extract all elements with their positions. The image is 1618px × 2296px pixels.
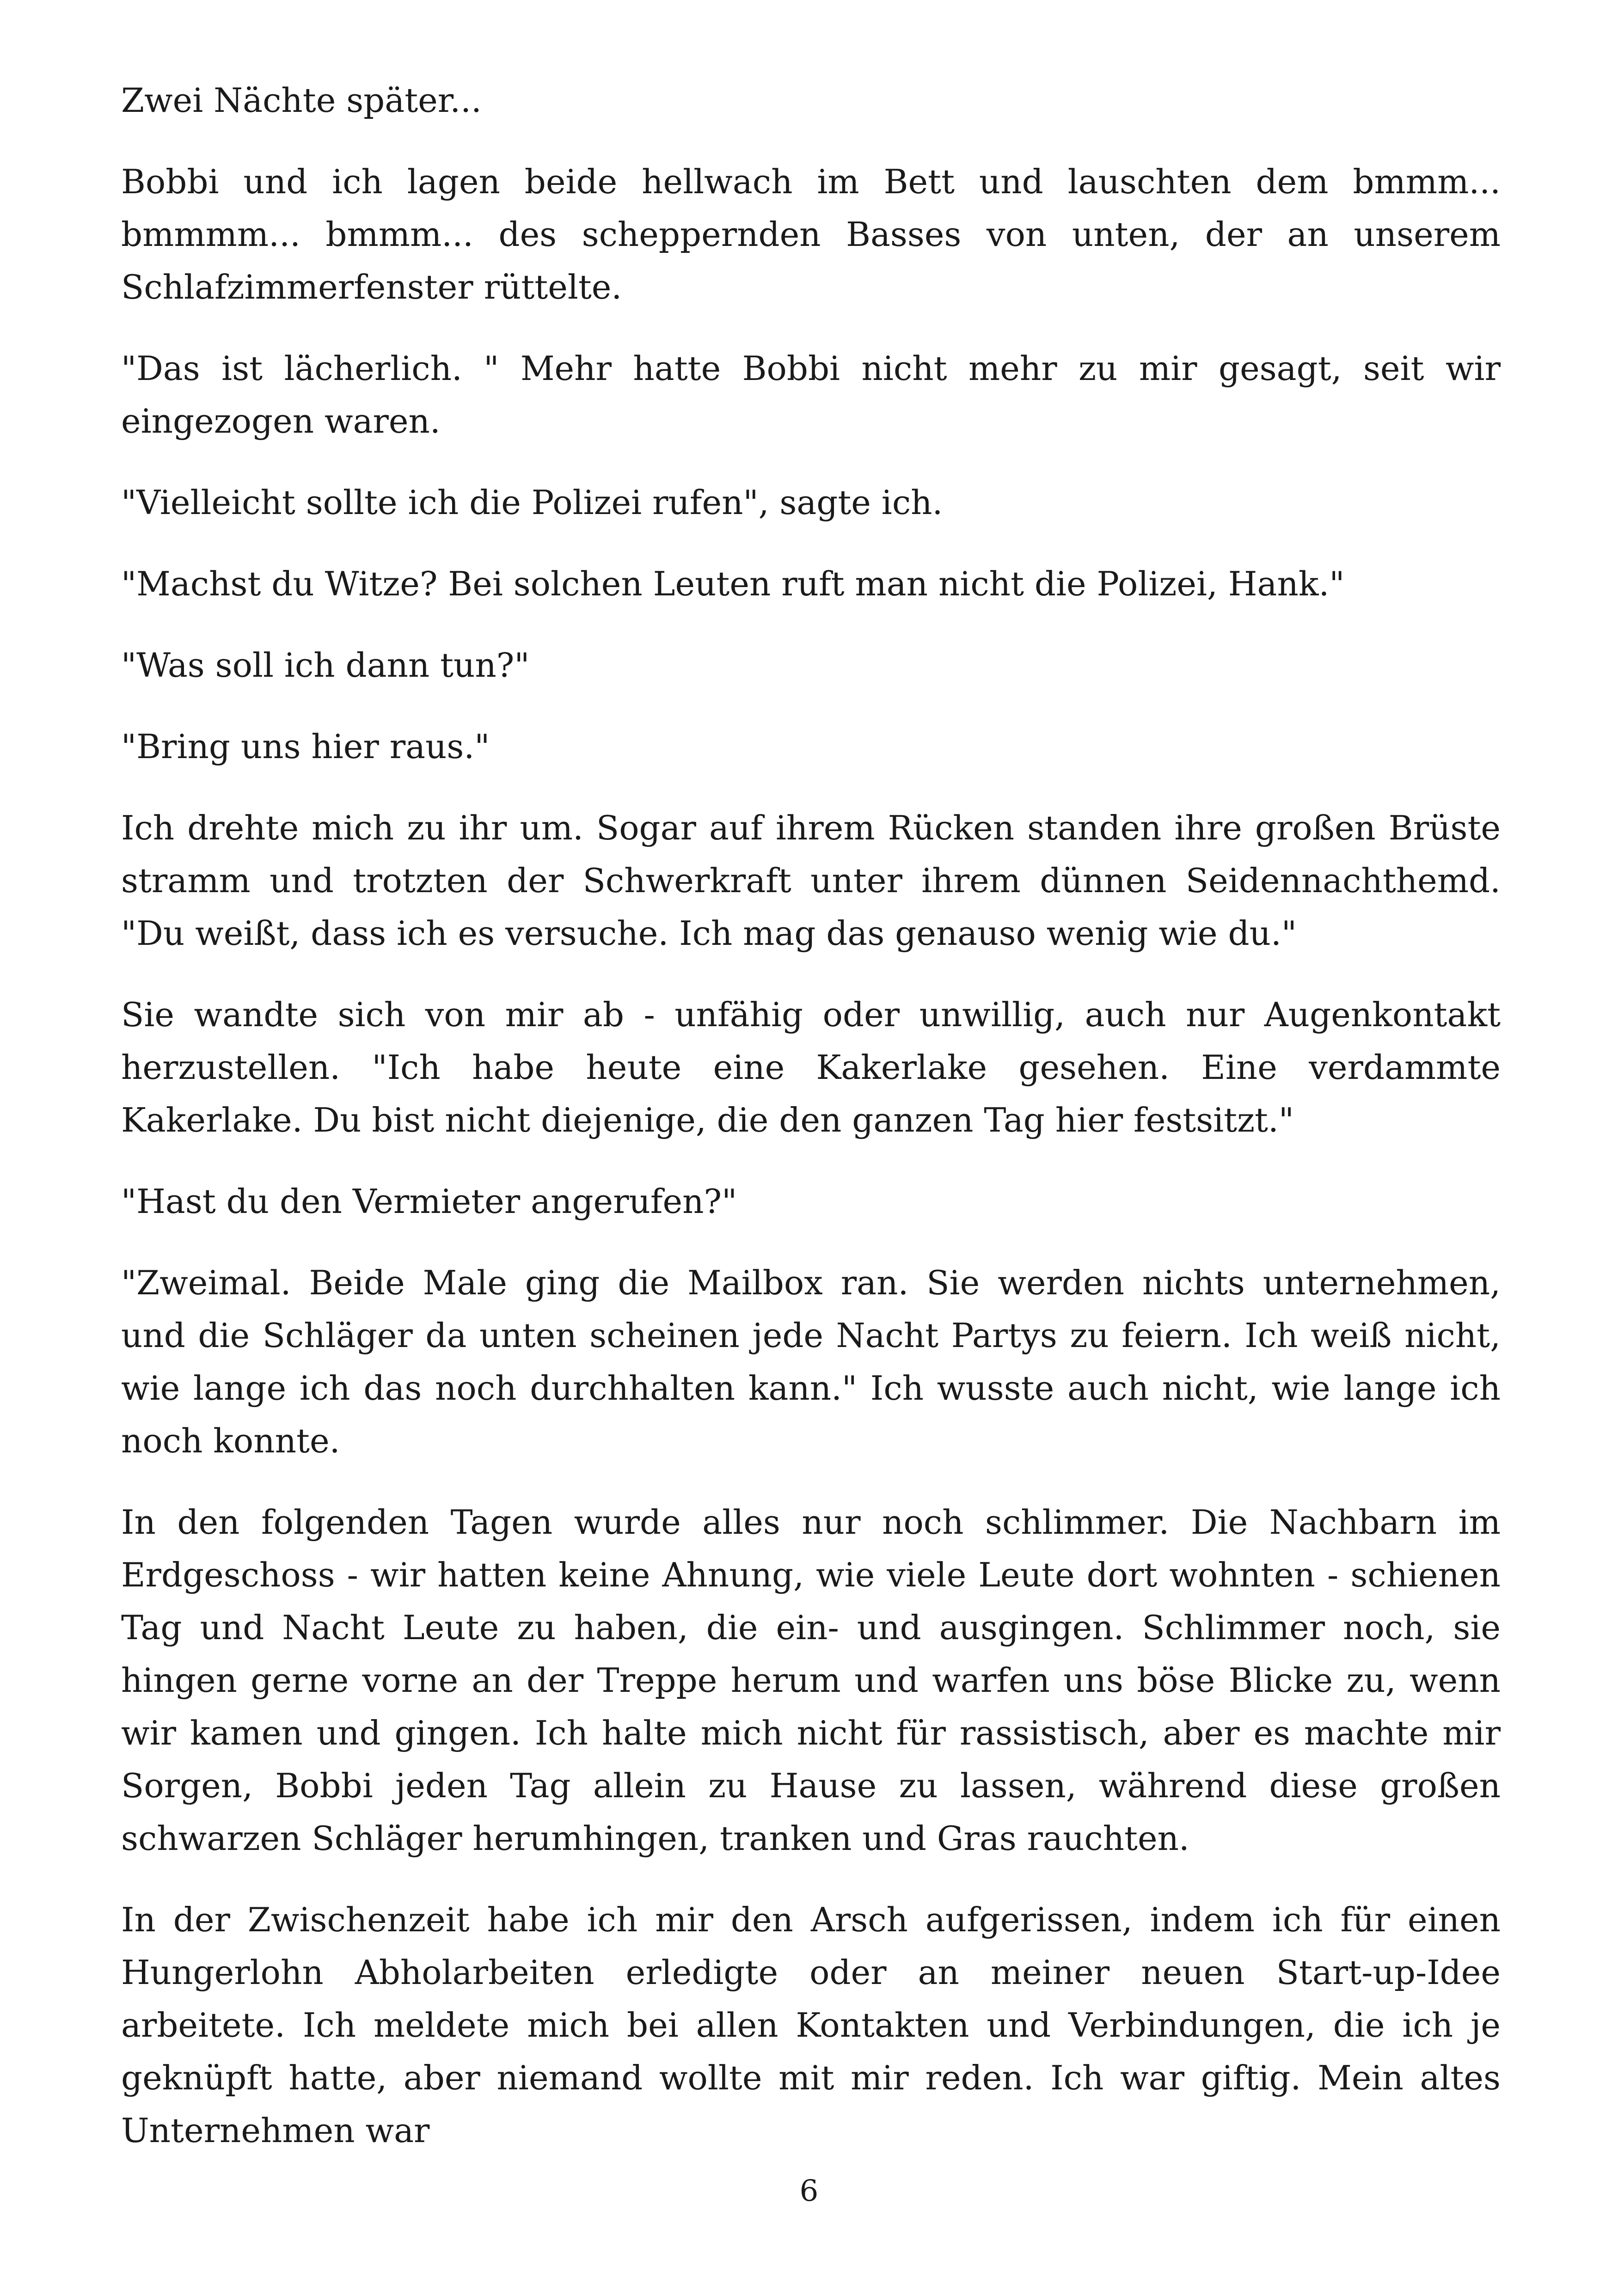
page-number: 6 [799, 2174, 819, 2208]
paragraph: "Das ist lächerlich. " Mehr hatte Bobbi nicht mehr zu mir gesagt, seit wir eingezogen waren. [121, 349, 1501, 441]
paragraph: "Vielleicht sollte ich die Polizei rufen", sagte ich. [121, 483, 943, 522]
paragraph: "Bring uns hier raus." [121, 727, 490, 766]
paragraph: Zwei Nächte später... [121, 81, 482, 120]
paragraph: "Machst du Witze? Bei solchen Leuten ruft man nicht die Polizei, Hank." [121, 564, 1345, 603]
paragraph: "Hast du den Vermieter angerufen?" [121, 1182, 737, 1221]
paragraph: In der Zwischenzeit habe ich mir den Arsch aufgerissen, indem ich für einen Hungerlohn Abholarbeiten erledigte oder an meiner neuen Start-up-Idee arbeitete. Ich meldete mich bei allen Kontakten und Verbindungen, die ich je geknüpft hatte, aber niemand wollte mit mir reden. Ich war giftig. Mein altes Unternehmen war [121, 1900, 1501, 2150]
body-text [121, 74, 1501, 2186]
paragraph: Sie wandte sich von mir ab - unfähig oder unwillig, auch nur Augenkontakt herzustellen. "Ich habe heute eine Kakerlake gesehen. Eine verdammte Kakerlake. Du bist nicht diejenige, die den ganzen Tag hier festsitzt." [121, 995, 1501, 1139]
paragraph: "Zweimal. Beide Male ging die Mailbox ran. Sie werden nichts unternehmen, und die Schläger da unten scheinen jede Nacht Partys zu feiern. Ich weiß nicht, wie lange ich das noch durchhalten kann." Ich wusste auch nicht, wie lange ich noch konnte. [121, 1263, 1501, 1460]
paragraph: Bobbi und ich lagen beide hellwach im Bett und lauschten dem bmmm... bmmmm... bmmm... des scheppernden Basses von unten, der an unserem Schlafzimmerfenster rüttelte. [121, 162, 1501, 306]
paragraph: Ich drehte mich zu ihr um. Sogar auf ihrem Rücken standen ihre großen Brüste stramm und trotzten der Schwerkraft unter ihrem dünnen Seidennachthemd. "Du weißt, dass ich es versuche. Ich mag das genauso wenig wie du." [121, 808, 1501, 953]
paragraph: "Was soll ich dann tun?" [121, 646, 530, 685]
paragraph: In den folgenden Tagen wurde alles nur noch schlimmer. Die Nachbarn im Erdgeschoss - wir hatten keine Ahnung, wie viele Leute dort wohnten - schienen Tag und Nacht Leute zu haben, die ein- und ausgingen. Schlimmer noch, sie hingen gerne vorne an der Treppe herum und warfen uns böse Blicke zu, wenn wir kamen und gingen. Ich halte mich nicht für rassistisch, aber es machte mir Sorgen, Bobbi jeden Tag allein zu Hause zu lassen, während diese großen schwarzen Schläger herumhingen, tranken und Gras rauchten. [121, 1503, 1501, 1858]
